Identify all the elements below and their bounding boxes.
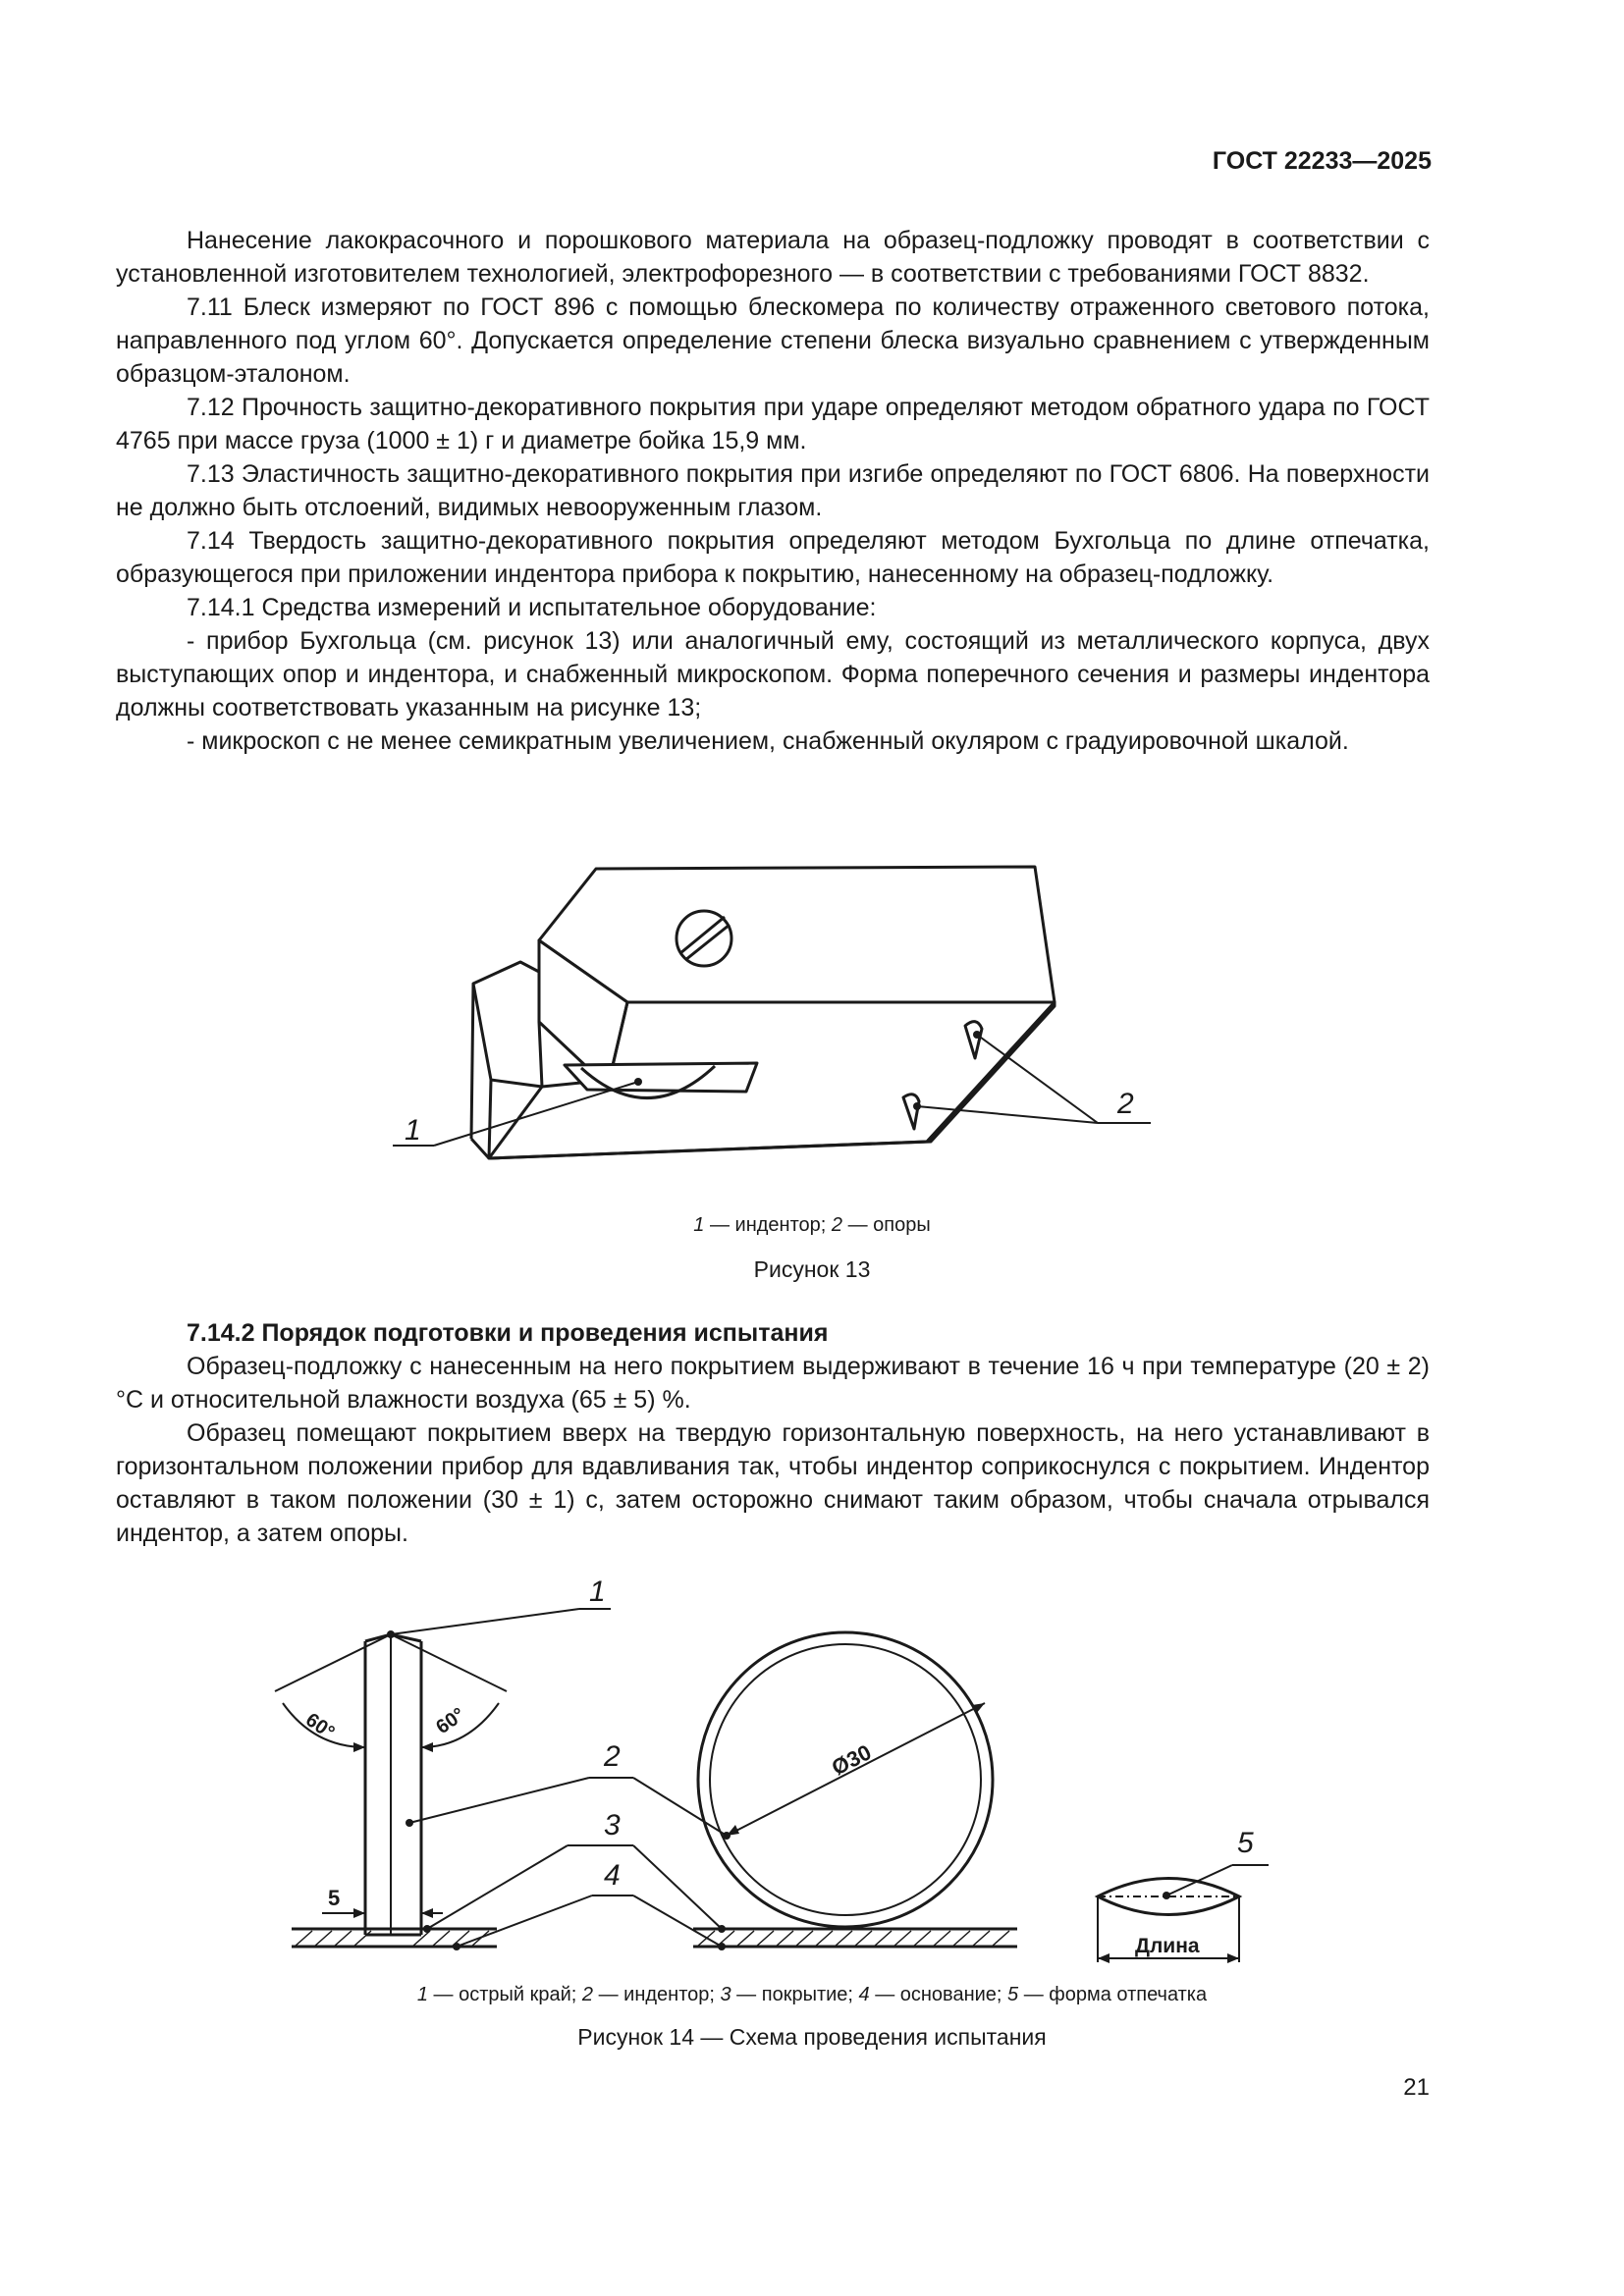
body-text-top [116,224,1430,758]
callout-1: 1 [589,1575,606,1608]
test-scheme-drawing [0,1566,1624,1978]
legend-text: — покрытие; [731,1984,859,2005]
paragraph: 7.14.1 Средства измерений и испытательное оборудование: [187,594,877,621]
paragraph: 7.13 Эластичность защитно-декоративного покрытия при изгибе определяют по ГОСТ 6806. На поверхности не должно быть отслоений, видимых невооруженным глазом. [116,460,1430,521]
legend-text: — индентор; [704,1214,832,1236]
legend-text: — индентор; [593,1984,721,2005]
dimension-length: Длина [1135,1935,1200,1957]
legend-number: 2 [581,1984,594,2005]
figure-14-caption: Рисунок 14 — Схема проведения испытания [577,2024,1047,2050]
legend-number: 1 [693,1214,705,1236]
angle-label-left: 60° [301,1709,339,1744]
legend-text: — основание; [869,1984,1008,2005]
buchholz-device-drawing [0,854,1624,1207]
legend-number: 5 [1007,1984,1019,2005]
legend-text: — острый край; [428,1984,582,2005]
figure-13-caption: Рисунок 13 [753,1256,871,1282]
figure-13-legend [0,1214,1624,1237]
figure-13 [0,854,1624,1207]
callout-1: 1 [405,1114,421,1147]
document-header: ГОСТ 22233—2025 [1212,147,1432,175]
body-text-mid [116,1316,1430,1550]
section-heading: 7.14.2 Порядок подготовки и проведения испытания [187,1319,829,1347]
callout-2: 2 [1117,1088,1134,1120]
legend-number: 4 [858,1984,870,2005]
figure-14-legend [0,1984,1624,2006]
callout-5: 5 [1237,1827,1254,1859]
legend-number: 2 [831,1214,843,1236]
paragraph: Образец-подложку с нанесенным на него покрытием выдерживают в течение 16 ч при температуре (20 ± 2) °С и относительной влажности воздуха (65 ± 5) %. [116,1353,1430,1414]
paragraph: Нанесение лакокрасочного и порошкового материала на образец-подложку проводят в соответствии с установленной изготовителем технологией, электрофорезного — в соответствии с требованиями ГОСТ 8832. [116,227,1430,288]
legend-text: — опоры [842,1214,931,1236]
legend-number: 1 [416,1984,428,2005]
legend-number: 3 [720,1984,731,2005]
paragraph: - микроскоп с не менее семикратным увеличением, снабженный окуляром с градуировочной шкалой. [187,727,1349,755]
paragraph: 7.11 Блеск измеряют по ГОСТ 896 с помощью блескомера по количеству отраженного светового потока, направленного под углом 60°. Допускается определение степени блеска визуально сравнением с утвержденным образцом-эталоном. [116,294,1430,388]
paragraph: 7.12 Прочность защитно-декоративного покрытия при ударе определяют методом обратного удара по ГОСТ 4765 при массе груза (1000 ± 1) г и диаметре бойка 15,9 мм. [116,394,1430,454]
dimension-width: 5 [328,1886,341,1910]
figure-14 [0,1566,1624,1978]
dimension-diameter: Ø30 [827,1739,876,1781]
legend-text: — форма отпечатка [1018,1984,1208,2005]
callout-3: 3 [604,1809,621,1842]
callout-4: 4 [604,1859,621,1892]
paragraph: - прибор Бухгольца (см. рисунок 13) или аналогичный ему, состоящий из металлического корпуса, двух выступающих опор и индентора, и снабженный микроскопом. Форма поперечного сечения и размеры индентора должны соответствовать указанным на рисунке 13; [116,627,1430,721]
paragraph: 7.14 Твердость защитно-декоративного покрытия определяют методом Бухгольца по длине отпечатка, образующегося при приложении индентора прибора к покрытию, нанесенному на образец-подложку. [116,527,1430,588]
paragraph: Образец помещают покрытием вверх на твердую горизонтальную поверхность, на него устанавливают в горизонтальном положении прибор для вдавливания так, чтобы индентор соприкоснулся с покрытием. Индентор оставляют в таком положении (30 ± 1) с, затем осторожно снимают таким образом, чтобы сначала отрывался индентор, а затем опоры. [116,1419,1430,1547]
page-number: 21 [1403,2074,1430,2101]
callout-2: 2 [604,1740,621,1773]
angle-label-right: 60° [432,1703,469,1739]
